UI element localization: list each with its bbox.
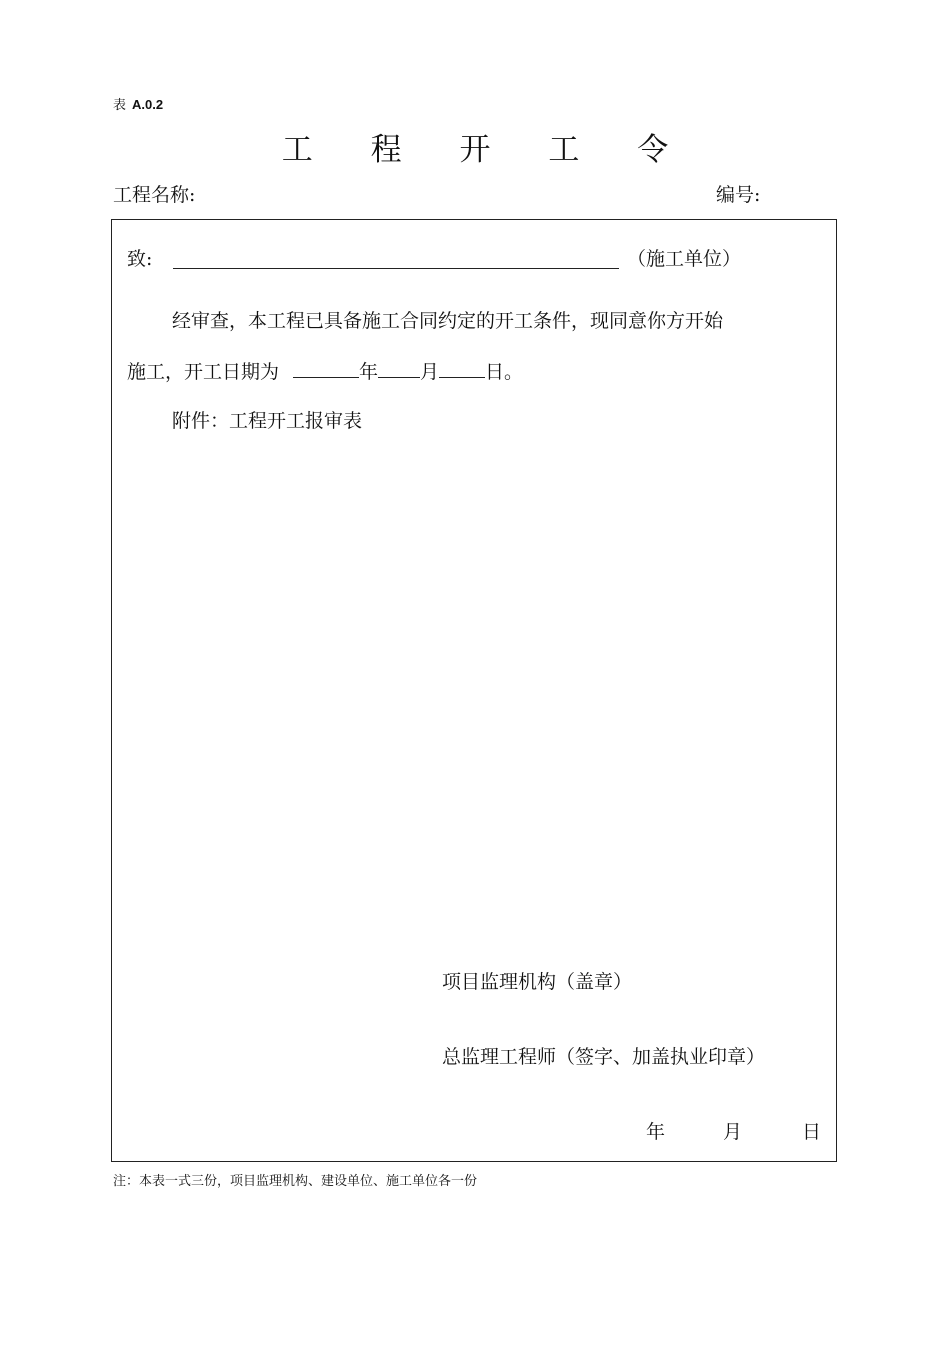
year-blank[interactable] bbox=[293, 359, 359, 378]
month-char: 月 bbox=[420, 361, 440, 383]
page-title: 工 程 开 工 令 bbox=[281, 132, 693, 168]
form-code-prefix: 表 bbox=[113, 98, 127, 113]
attachment-text: 附件：工程开工报审表 bbox=[172, 410, 363, 432]
start-date-label: 施工，开工日期为 bbox=[127, 361, 280, 383]
month-blank[interactable] bbox=[378, 359, 420, 378]
recipient-suffix: （施工单位） bbox=[627, 248, 742, 270]
form-code bbox=[113, 94, 163, 113]
body-text-line1: 经审查，本工程已具备施工合同约定的开工条件，现同意你方开始 bbox=[172, 310, 724, 332]
sign-date-day: 日 bbox=[802, 1121, 822, 1143]
year-char: 年 bbox=[359, 361, 379, 383]
serial-number-label: 编号: bbox=[716, 184, 761, 206]
form-code-number: A.0.2 bbox=[132, 97, 164, 112]
day-char: 日。 bbox=[485, 361, 524, 383]
chief-engineer-signature: 总监理工程师（签字、加盖执业印章） bbox=[442, 1046, 766, 1068]
project-name-label: 工程名称: bbox=[113, 184, 196, 206]
recipient-blank[interactable] bbox=[173, 268, 619, 269]
recipient-label: 致: bbox=[127, 248, 153, 270]
body-text-line2 bbox=[127, 357, 523, 384]
supervisor-org-seal: 项目监理机构（盖章） bbox=[442, 971, 633, 993]
footnote: 注：本表一式三份，项目监理机构、建设单位、施工单位各一份 bbox=[113, 1174, 478, 1189]
sign-date-year: 年 bbox=[646, 1121, 666, 1143]
sign-date-month: 月 bbox=[723, 1121, 743, 1143]
day-blank[interactable] bbox=[439, 359, 485, 378]
